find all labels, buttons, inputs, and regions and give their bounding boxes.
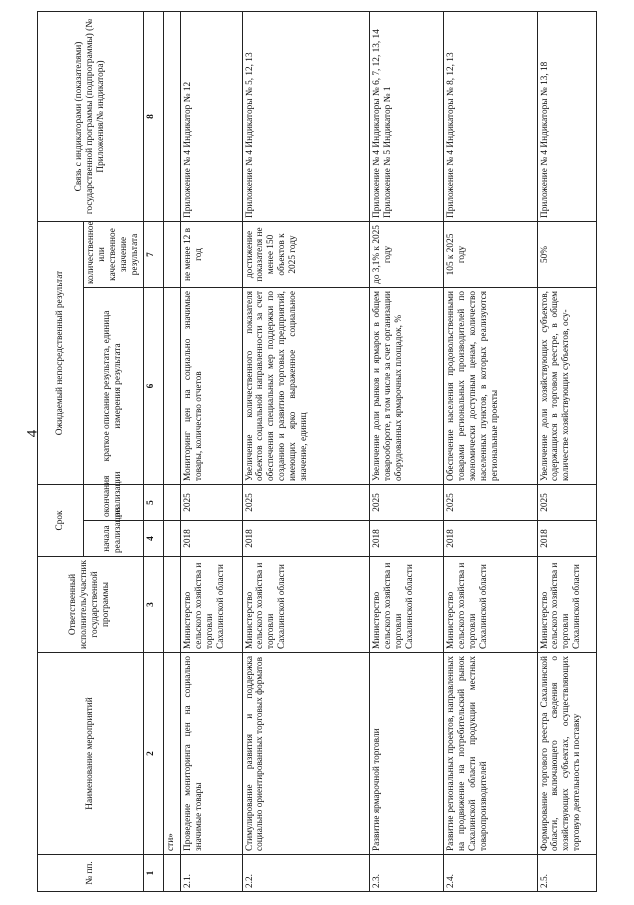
header-result: Ожидаемый непосредственный результат: [38, 221, 84, 484]
result-value: 105 к 2025 году: [444, 221, 537, 287]
measures-table: [37, 11, 597, 892]
column-number: 1: [143, 855, 163, 892]
executor: Министерство сельского хозяйства и торговли Сахалинской области: [242, 557, 369, 653]
result-value: не менее 12 в год: [180, 221, 242, 287]
row-number: 2.1.: [180, 855, 242, 892]
rotated-table-container: [37, 12, 597, 892]
start-year: 2018: [242, 521, 369, 557]
result-value: 50%: [537, 221, 596, 287]
indicator-link: Приложение № 4 Индикатор № 12: [180, 11, 242, 221]
executor: Министерство сельского хозяйства и торговли Сахалинской области: [537, 557, 596, 653]
start-year: 2018: [180, 521, 242, 557]
executor: Министерство сельского хозяйства и торговли Сахалинской области: [444, 557, 537, 653]
header-term-start: начала реализации: [84, 521, 144, 557]
carry-over-row: [164, 11, 181, 891]
result-description: Увеличение доли хозяйствующих субъектов, содержащихся в торговом реестре, в общем количестве хозяйствующих субъектов, осу-: [537, 287, 596, 484]
column-number: 4: [143, 521, 163, 557]
header-link: Связь с индикаторами (показателями) государственной программы (подпрограммы) (№ Приложения/№ индикатора): [38, 11, 144, 221]
measure-name: Формирование торгового реестра Сахалинской области, включающего сведения о хозяйствующих субъектах, осуществляющих торговую деятельность и поставку: [537, 653, 596, 855]
row-number: 2.2.: [242, 855, 369, 892]
header-term: Срок: [38, 484, 84, 556]
row-number: 2.3.: [369, 855, 443, 892]
header-term-end: окончания реализации: [84, 484, 144, 520]
column-number: 5: [143, 484, 163, 520]
end-year: 2025: [537, 484, 596, 520]
column-number-row: [143, 11, 163, 891]
row-number: 2.5.: [537, 855, 596, 892]
result-value: до 3,1% к 2025 году: [369, 221, 443, 287]
indicator-link: Приложение № 4 Индикаторы № 13, 18: [537, 11, 596, 221]
carry-over-text: сти»: [164, 653, 181, 855]
column-number: 6: [143, 287, 163, 484]
result-description: Обеспечение населения продовольственными товарами региональных производителей по экономически доступным ценам, количество населенных пунктов, в которых реализуются региональные проекты: [444, 287, 537, 484]
start-year: 2018: [369, 521, 443, 557]
result-description: Увеличение количественного показателя объектов социальной направленности за счет обеспечения специальных мер поддержки по созданию и развитию торговых предприятий, имеющих ярко выраженное социальное значение, единиц: [242, 287, 369, 484]
column-number: 7: [143, 221, 163, 287]
measure-name: Развитие региональных проектов, направленных на продвижение на потребительский рынок Сахалинской области продукции местных товаропроизводителей: [444, 653, 537, 855]
row-number: 2.4.: [444, 855, 537, 892]
column-number: 8: [143, 11, 163, 221]
end-year: 2025: [242, 484, 369, 520]
indicator-link: Приложение № 4 Индикаторы № 5, 12, 13: [242, 11, 369, 221]
table-row: [180, 11, 242, 891]
start-year: 2018: [444, 521, 537, 557]
indicator-link: Приложение № 4 Индикаторы № 8, 12, 13: [444, 11, 537, 221]
header-name: Наименование мероприятий: [38, 653, 144, 855]
column-number: 3: [143, 557, 163, 653]
result-value: достижение показателя не менее 150 объектов к 2025 году: [242, 221, 369, 287]
header-result-value: количественное или качественное значение результата: [84, 221, 144, 287]
header-executor: Ответственный исполнитель/участник государственной программы: [38, 557, 144, 653]
header-num: № пп.: [38, 855, 144, 892]
table-row: [444, 11, 537, 891]
result-description: Мониторинг цен на социально значимые товары, количество отчетов: [180, 287, 242, 484]
end-year: 2025: [180, 484, 242, 520]
executor: Министерство сельского хозяйства и торговли Сахалинской области: [369, 557, 443, 653]
table-row: [537, 11, 596, 891]
table-row: [369, 11, 443, 891]
header-result-desc: краткое описание результата, единица измерения результата: [84, 287, 144, 484]
page-number: 4: [24, 429, 41, 438]
table-row: [242, 11, 369, 891]
result-description: Увеличение доли рынков и ярмарок в общем товарообороте, в том числе за счет организации оборудованных ярмарочных площадок, %: [369, 287, 443, 484]
column-number: 2: [143, 653, 163, 855]
measure-name: Проведение мониторинга цен на социально значимые товары: [180, 653, 242, 855]
measure-name: Развитие ярмарочной торговли: [369, 653, 443, 855]
indicator-link: Приложение № 4 Индикаторы № 6, 7, 12, 13, 14 Приложение № 5 Индикатор № 1: [369, 11, 443, 221]
end-year: 2025: [444, 484, 537, 520]
executor: Министерство сельского хозяйства и торговли Сахалинской области: [180, 557, 242, 653]
measure-name: Стимулирование развития и поддержка социально ориентированных торговых форматов: [242, 653, 369, 855]
end-year: 2025: [369, 484, 443, 520]
start-year: 2018: [537, 521, 596, 557]
